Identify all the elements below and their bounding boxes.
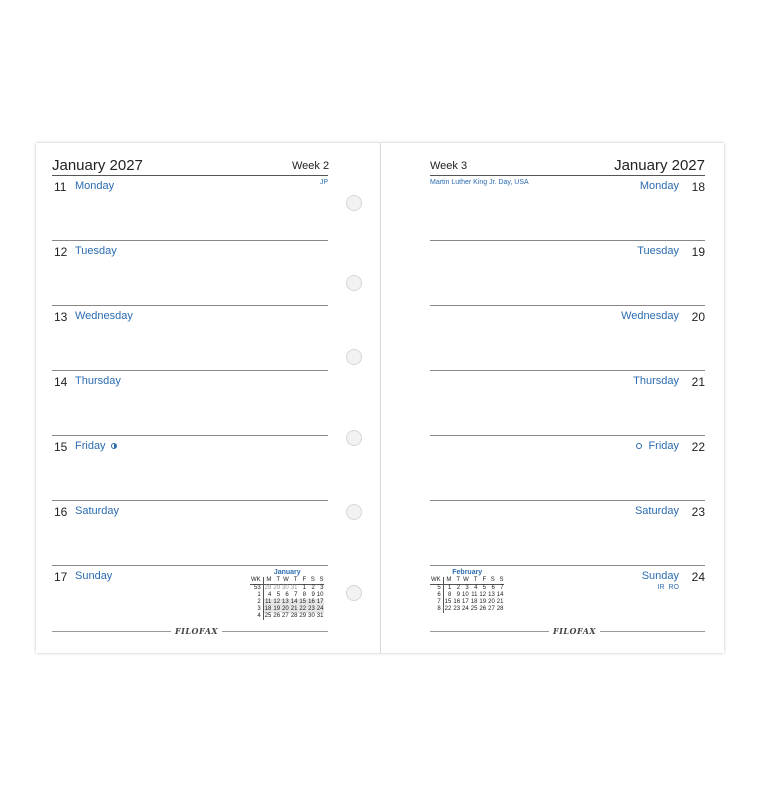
mini-calendar-header-cell: M <box>443 577 452 585</box>
filofax-logo: FILOFAX <box>549 626 600 636</box>
day-name: Wednesday <box>75 310 133 322</box>
mini-calendar-header-cell: F <box>478 577 487 585</box>
mini-calendar-week-number: 1 <box>250 592 263 599</box>
moon-phase-icon <box>111 443 117 449</box>
mini-calendar-week-number: 5 <box>430 585 443 593</box>
mini-calendar-day: 7 <box>294 592 298 598</box>
mini-calendar-week-row <box>250 592 324 599</box>
mini-calendar-day: 17 <box>316 599 324 605</box>
diary-spread <box>36 143 724 653</box>
left-page <box>36 143 380 653</box>
day-number: 23 <box>691 505 705 519</box>
mini-calendar-day: 8 <box>302 592 307 598</box>
mini-calendar-day: 10 <box>316 592 324 598</box>
binder-hole-icon <box>346 430 362 446</box>
binder-hole-icon <box>346 585 362 601</box>
mini-calendar-day: 12 <box>273 599 281 605</box>
mini-calendar-week-row <box>250 599 324 606</box>
mini-calendar-day: 19 <box>273 606 281 612</box>
mini-calendar-day: 18 <box>264 606 272 612</box>
mini-calendar-day: 11 <box>471 592 478 598</box>
mini-calendar-week-number: 6 <box>430 592 443 599</box>
mini-calendar-header-cell: T <box>290 577 299 585</box>
mini-calendar-day: 26 <box>273 613 281 619</box>
mini-calendar-header-cell: W <box>281 577 290 585</box>
mini-calendar-day: 24 <box>316 606 324 612</box>
right-week-label: Week 3 <box>430 160 468 172</box>
mini-calendar-title: February <box>452 569 483 576</box>
filofax-logo: FILOFAX <box>171 626 222 636</box>
binder-hole-icon <box>346 275 362 291</box>
mini-calendar-week-number: 4 <box>250 613 263 620</box>
binder-hole-icon <box>346 195 362 211</box>
day-name: Saturday <box>75 505 120 517</box>
mini-calendar-day: 20 <box>488 599 495 605</box>
mini-calendar-header-cell: S <box>496 577 505 585</box>
day-name: Friday <box>75 440 106 452</box>
day-name: Tuesday <box>75 245 117 257</box>
mini-calendar-day: 22 <box>444 606 452 612</box>
day-name: Sunday <box>75 570 113 582</box>
mini-calendar-day: 31 <box>316 613 324 619</box>
mini-calendar-day: 5 <box>482 585 487 591</box>
mini-calendar-day: 23 <box>308 606 315 612</box>
day-name: Wednesday <box>621 310 679 322</box>
day-row-tuesday[interactable] <box>52 241 328 306</box>
mini-calendar-day: 1 <box>302 585 307 591</box>
mini-calendar-week-number: 3 <box>250 606 263 613</box>
mini-calendar-day: 3 <box>465 585 469 591</box>
mini-calendar-day: 27 <box>282 613 289 619</box>
day-name: Saturday <box>634 505 679 517</box>
mini-calendar-day: 15 <box>444 599 452 605</box>
mini-calendar-day: 29 <box>273 585 281 591</box>
mini-calendar-day: 24 <box>462 606 469 612</box>
mini-calendar-header-cell: T <box>452 577 461 585</box>
day-name: Friday <box>648 440 679 452</box>
mini-calendar-day: 31 <box>290 585 298 591</box>
mini-calendar-header <box>250 577 324 585</box>
mini-calendar-day: 28 <box>496 606 504 612</box>
mini-calendar-day: 15 <box>299 599 307 605</box>
holiday-note: IR RO <box>657 584 679 591</box>
mini-calendar-table <box>430 577 504 613</box>
day-number: 17 <box>54 570 68 584</box>
day-number: 15 <box>54 440 68 454</box>
day-name: Monday <box>75 180 115 192</box>
mini-calendar-header-cell: F <box>298 577 307 585</box>
mini-calendar-day: 6 <box>491 585 495 591</box>
day-name: Monday <box>639 180 679 192</box>
mini-calendar-day: 1 <box>448 585 452 591</box>
mini-calendar-week-number: 2 <box>250 599 263 606</box>
mini-calendar-week-number: 7 <box>430 599 443 606</box>
mini-calendar-week-row <box>430 585 504 593</box>
mini-calendar-day: 10 <box>462 592 469 598</box>
full-moon-icon <box>636 443 642 449</box>
mini-calendar-day: 27 <box>488 606 495 612</box>
mini-calendar-header <box>430 577 504 585</box>
mini-calendar-header-cell: T <box>272 577 281 585</box>
mini-calendar-day: 8 <box>448 592 452 598</box>
mini-calendar-day: 16 <box>308 599 315 605</box>
mini-calendar-day: 18 <box>470 599 478 605</box>
mini-calendar-day: 3 <box>320 585 324 591</box>
mini-calendar-day: 28 <box>264 585 272 591</box>
right-page <box>381 143 724 653</box>
mini-calendar-week-row <box>250 585 324 593</box>
mini-calendar-day: 2 <box>311 585 315 591</box>
day-row-tuesday[interactable] <box>430 241 705 306</box>
day-number: 19 <box>691 245 705 259</box>
mini-calendar-day: 13 <box>282 599 289 605</box>
day-row-friday[interactable] <box>430 436 705 501</box>
mini-calendar-day: 4 <box>474 585 478 591</box>
mini-calendar-week-number: 8 <box>430 606 443 613</box>
day-row-wednesday[interactable] <box>52 306 328 371</box>
day-name: Tuesday <box>637 245 679 257</box>
day-row-thursday[interactable] <box>52 371 328 436</box>
mini-calendar-january <box>250 569 324 620</box>
day-row-saturday[interactable] <box>430 501 705 566</box>
mini-calendar-day: 22 <box>299 606 307 612</box>
mini-calendar-header-cell: WK <box>250 577 263 585</box>
mini-calendar-week-row <box>430 592 504 599</box>
mini-calendar-day: 30 <box>282 585 289 591</box>
mini-calendar-table <box>250 577 324 620</box>
mini-calendar-header-cell: S <box>307 577 316 585</box>
mini-calendar-day: 7 <box>500 585 504 591</box>
mini-calendar-day: 6 <box>285 592 289 598</box>
left-week-label: Week 2 <box>292 160 330 172</box>
holiday-note: Martin Luther King Jr. Day, USA <box>430 179 529 186</box>
day-name-with-moon <box>636 440 679 452</box>
mini-calendar-day: 17 <box>462 599 469 605</box>
mini-calendar-week-number: 53 <box>250 585 263 593</box>
mini-calendar-day: 9 <box>311 592 315 598</box>
mini-calendar-header-cell: W <box>461 577 470 585</box>
mini-calendar-day: 5 <box>276 592 281 598</box>
mini-calendar-day: 25 <box>264 613 272 619</box>
left-page-title: January 2027 <box>52 157 143 174</box>
day-number: 11 <box>54 180 67 194</box>
mini-calendar-header-cell: M <box>263 577 272 585</box>
day-row-wednesday[interactable] <box>430 306 705 371</box>
day-row-friday[interactable] <box>52 436 328 501</box>
day-number: 18 <box>691 180 705 194</box>
mini-calendar-week-row <box>430 606 504 613</box>
mini-calendar-day: 4 <box>268 592 272 598</box>
mini-calendar-day: 14 <box>290 599 298 605</box>
day-number: 21 <box>691 375 705 389</box>
day-number: 13 <box>54 310 68 324</box>
mini-calendar-day: 29 <box>299 613 307 619</box>
mini-calendar-day: 25 <box>470 606 478 612</box>
mini-calendar-day: 9 <box>456 592 461 598</box>
mini-calendar-day: 20 <box>282 606 289 612</box>
day-name: Thursday <box>633 375 679 387</box>
mini-calendar-day: 26 <box>479 606 487 612</box>
mini-calendar-week-row <box>250 613 324 620</box>
mini-calendar-day: 21 <box>496 599 504 605</box>
mini-calendar-header-cell: T <box>470 577 479 585</box>
mini-calendar-header-cell: S <box>316 577 325 585</box>
binder-hole-icon <box>346 504 362 520</box>
day-name: Sunday <box>641 570 679 582</box>
mini-calendar-week-row <box>430 599 504 606</box>
mini-calendar-day: 12 <box>479 592 487 598</box>
mini-calendar-title: January <box>273 569 301 576</box>
mini-calendar-day: 23 <box>453 606 461 612</box>
mini-calendar-week-row <box>250 606 324 613</box>
mini-calendar-day: 30 <box>308 613 315 619</box>
holiday-note: JP <box>319 179 328 186</box>
mini-calendar-day: 14 <box>496 592 504 598</box>
mini-calendar-day: 28 <box>290 613 298 619</box>
mini-calendar-day: 11 <box>265 599 272 605</box>
day-number: 22 <box>691 440 705 454</box>
day-name: Thursday <box>75 375 121 387</box>
mini-calendar-header-cell: S <box>487 577 496 585</box>
day-number: 20 <box>691 310 705 324</box>
day-row-monday[interactable] <box>430 176 705 241</box>
mini-calendar-header-cell: WK <box>430 577 443 585</box>
mini-calendar-day: 2 <box>456 585 461 591</box>
day-number: 16 <box>54 505 68 519</box>
day-row-monday[interactable] <box>52 176 328 241</box>
mini-calendar-february <box>430 569 504 613</box>
binder-hole-icon <box>346 349 362 365</box>
right-page-title: January 2027 <box>614 157 705 174</box>
day-number: 14 <box>54 375 68 389</box>
day-number: 12 <box>54 245 68 259</box>
mini-calendar-day: 21 <box>290 606 298 612</box>
mini-calendar-day: 16 <box>453 599 461 605</box>
day-number: 24 <box>691 570 705 584</box>
day-name-with-moon <box>75 440 117 452</box>
day-row-saturday[interactable] <box>52 501 328 566</box>
mini-calendar-day: 13 <box>488 592 495 598</box>
day-row-thursday[interactable] <box>430 371 705 436</box>
mini-calendar-day: 19 <box>479 599 487 605</box>
